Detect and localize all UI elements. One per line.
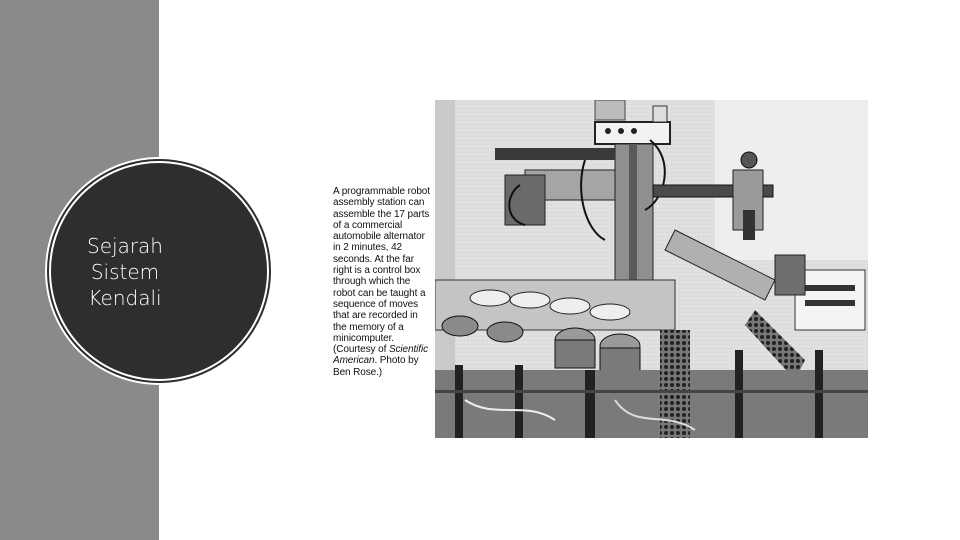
photo-caption	[333, 186, 433, 378]
title-circle	[45, 157, 273, 385]
caption-source: Scientific American	[333, 344, 428, 367]
caption-text: A programmable robot assembly station can assemble the 17 parts of a commercial automobile alternator in 2 minutes, 42 seconds. At the far right is a control box through which the robot can be taught a sequence of moves that are recorded in the memory of a minicomputer. (Courtesy of	[333, 186, 430, 356]
slide-title: Sejarah Sistem Kendali	[87, 234, 163, 310]
caption-credit: . Photo by Ben Rose.)	[333, 355, 419, 378]
robot-assembly-station-photo	[435, 100, 868, 438]
title-circle-inner	[49, 161, 269, 381]
